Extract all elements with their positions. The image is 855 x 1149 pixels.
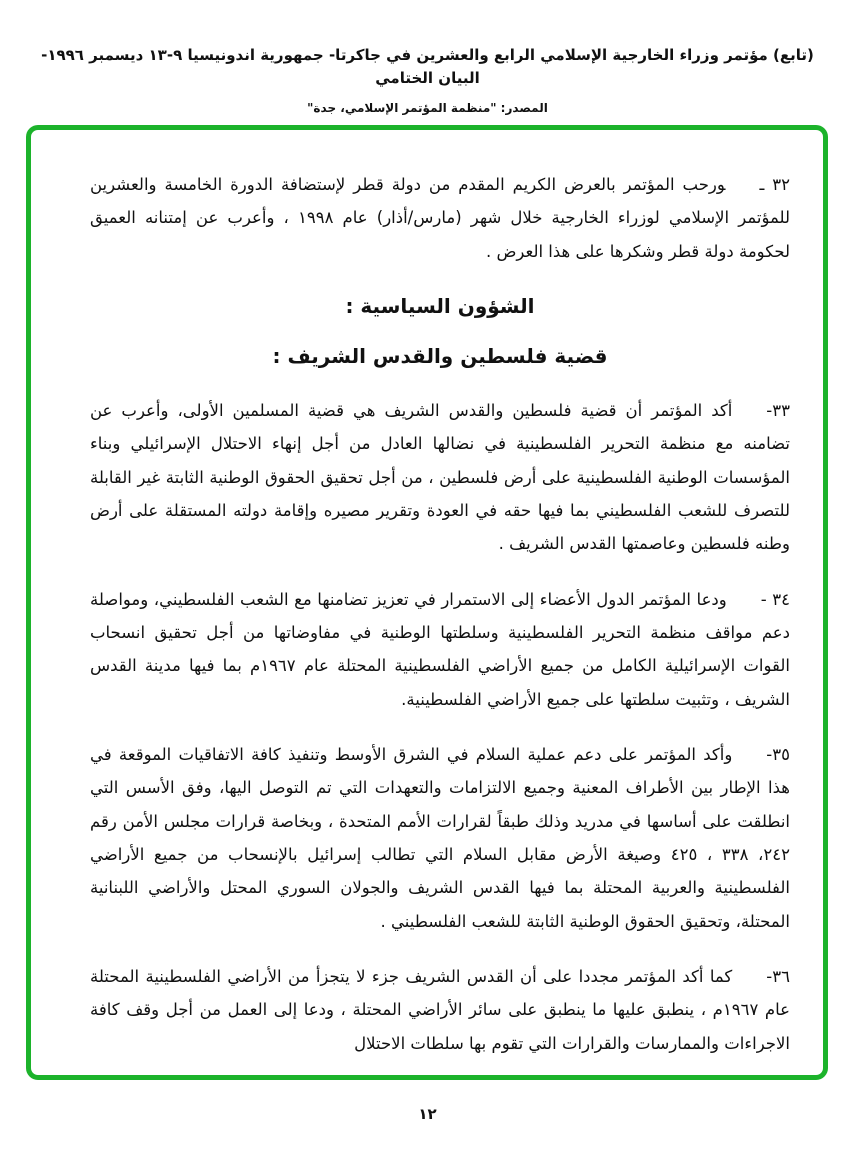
paragraph-36-number: ٣٦- — [766, 966, 790, 986]
section-heading-political-affairs: الشؤون السياسية : — [345, 293, 535, 318]
paragraph-36 — [90, 960, 790, 1060]
paragraph-34-text: ودعا المؤتمر الدول الأعضاء إلى الاستمرار في تعزيز تضامنها مع الشعب الفلسطيني، ومواصلة دعم مواقف منظمة التحرير الفلسطينية وسلطتها الوطنية في مفاوضاتها من أجل تحقيق انسحاب القوات الإسرائيلية الكامل من جميع الأراضي الفلسطينية المحتلة عام ١٩٦٧م بما فيها مدينة القدس الشريف ، وتثبيت سلطتها على جميع الأراضي الفلسطينية. — [90, 589, 790, 709]
paragraph-34 — [90, 583, 790, 716]
paragraph-35 — [90, 738, 790, 938]
paragraph-33 — [90, 394, 790, 561]
paragraph-33-number: ٣٣- — [766, 400, 790, 420]
section-heading-palestine-jerusalem: قضية فلسطين والقدس الشريف : — [272, 343, 608, 368]
paragraph-32-number: ٣٢ ـ — [759, 175, 790, 194]
paragraph-32 — [90, 168, 790, 268]
paragraph-35-text: وأكد المؤتمر على دعم عملية السلام في الشرق الأوسط وتنفيذ كافة الاتفاقيات الموقعة في هذا الإطار بين الأطراف المعنية وجميع الالتزامات والتعهدات التي تم التوصل اليها، وفق الأسس التي انطلقت على أساسها في مدريد وذلك طبقاً لقرارات الأمم المتحدة ، وبخاصة قرارات مجلس الأمن رقم ٢٤٢، ٣٣٨ ، ٤٢٥ وصيغة الأرض مقابل السلام التي تطالب إسرائيل بالإنسحاب من جميع الأراضي الفلسطينية والعربية المحتلة بما فيها القدس الشريف والجولان السوري المحتل والأراضي اللبنانية المحتلة، وتحقيق الحقوق الوطنية الثابتة للشعب الفلسطيني . — [90, 744, 790, 931]
paragraph-33-text: أكد المؤتمر أن قضية فلسطين والقدس الشريف هي قضية المسلمين الأولى، وأعرب عن تضامنه مع منظمة التحرير الفلسطينية في نضالها العادل من أجل إنهاء الاحتلال الإسرائيلي وبناء المؤسسات الوطنية الفلسطينية على أرض فلسطين ، من أجل تحقيق الحقوق الوطنية الثابتة غير القابلة للتصرف للشعب الفلسطيني بما فيها حقه في العودة وتقرير مصيره وإقامة دولته المستقلة على أرض وطنه فلسطين وعاصمتها القدس الشريف . — [90, 400, 790, 554]
paragraph-35-number: ٣٥- — [766, 744, 790, 764]
content-frame — [26, 125, 828, 1080]
page-header — [40, 44, 815, 115]
page-number: ١٢ — [418, 1105, 437, 1123]
header-line-1: (تابع) مؤتمر وزراء الخارجية الإسلامي الرابع والعشرين في جاكرتا- جمهورية اندونيسيا ٩-١٣ ديسمبر ١٩٩٦-البيان الختامي — [41, 46, 814, 87]
paragraph-32-text: ورحب المؤتمر بالعرض الكريم المقدم من دولة قطر لإستضافة الدورة الخامسة والعشرين للمؤتمر الإسلامي لوزراء الخارجية خلال شهر (مارس/أذار) عام ١٩٩٨ ، وأعرب عن إمتنانه العميق لحكومة دولة قطر وشكرها على هذا العرض . — [90, 175, 791, 261]
paragraph-36-text: كما أكد المؤتمر مجددا على أن القدس الشريف جزء لا يتجزأ من الأراضي الفلسطينية المحتلة عام ١٩٦٧م ، ينطبق عليها ما ينطبق على سائر الأراضي المحتلة ، ودعا إلى العمل من أجل وقف كافة الاجراءات والممارسات والقرارات التي تقوم بها سلطات الاحتلال — [90, 966, 790, 1053]
paragraph-34-number: ٣٤ - — [760, 589, 790, 609]
header-line-2: المصدر: "منظمة المؤتمر الإسلامي، جدة" — [307, 101, 548, 115]
